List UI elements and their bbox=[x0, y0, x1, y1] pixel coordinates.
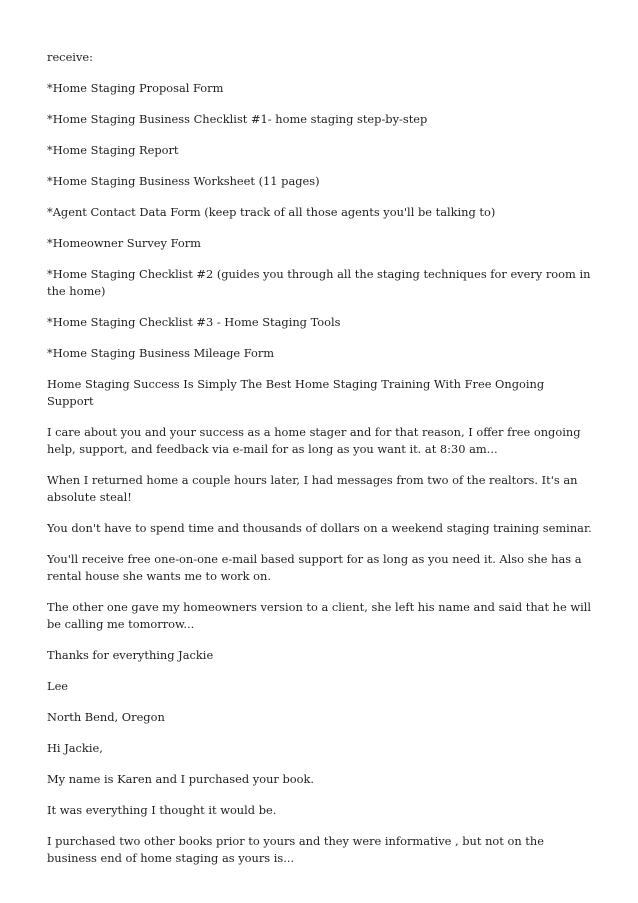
paragraph-receive: receive: bbox=[47, 50, 93, 64]
list-item-staging-report: *Home Staging Report bbox=[47, 143, 179, 157]
list-item-business-checklist-1: *Home Staging Business Checklist #1- home staging step-by-step bbox=[47, 112, 428, 126]
list-item-business-worksheet: *Home Staging Business Worksheet (11 pages) bbox=[47, 174, 320, 188]
paragraph-two-other-books: I purchased two other books prior to yours and they were informative , but not on the business end of home staging as yours is... bbox=[47, 834, 544, 865]
paragraph-free-support: You'll receive free one-on-one e-mail based support for as long as you need it. Also she has a rental house she wants me to work on. bbox=[47, 552, 582, 583]
paragraph-signature-location: North Bend, Oregon bbox=[47, 710, 165, 724]
document-body bbox=[47, 49, 592, 881]
list-item-staging-checklist-2: *Home Staging Checklist #2 (guides you through all the staging techniques for every room in the home) bbox=[47, 267, 591, 298]
list-item-staging-checklist-3: *Home Staging Checklist #3 - Home Staging Tools bbox=[47, 315, 341, 329]
paragraph-everything-thought: It was everything I thought it would be. bbox=[47, 803, 277, 817]
paragraph-signature-name: Lee bbox=[47, 679, 69, 693]
paragraph-care-about-you: I care about you and your success as a home stager and for that reason, I offer free ongoing help, support, and feedback via e-mail for as long as you want it. at 8:30 am... bbox=[47, 425, 581, 456]
list-item-mileage-form: *Home Staging Business Mileage Form bbox=[47, 346, 275, 360]
paragraph-homeowners-version: The other one gave my homeowners version to a client, she left his name and said that he will be calling me tomorrow... bbox=[47, 600, 592, 631]
paragraph-no-seminar: You don't have to spend time and thousands of dollars on a weekend staging training seminar. bbox=[47, 521, 592, 535]
list-item-agent-contact-form: *Agent Contact Data Form (keep track of all those agents you'll be talking to) bbox=[47, 205, 496, 219]
paragraph-greeting: Hi Jackie, bbox=[47, 741, 103, 755]
paragraph-heading-success: Home Staging Success Is Simply The Best Home Staging Training With Free Ongoing Support bbox=[47, 377, 545, 408]
paragraph-thanks: Thanks for everything Jackie bbox=[47, 648, 214, 662]
paragraph-karen-intro: My name is Karen and I purchased your book. bbox=[47, 772, 315, 786]
paragraph-returned-home: When I returned home a couple hours later, I had messages from two of the realtors. It's an absolute steal! bbox=[47, 473, 578, 504]
list-item-proposal-form: *Home Staging Proposal Form bbox=[47, 81, 224, 95]
list-item-homeowner-survey: *Homeowner Survey Form bbox=[47, 236, 201, 250]
